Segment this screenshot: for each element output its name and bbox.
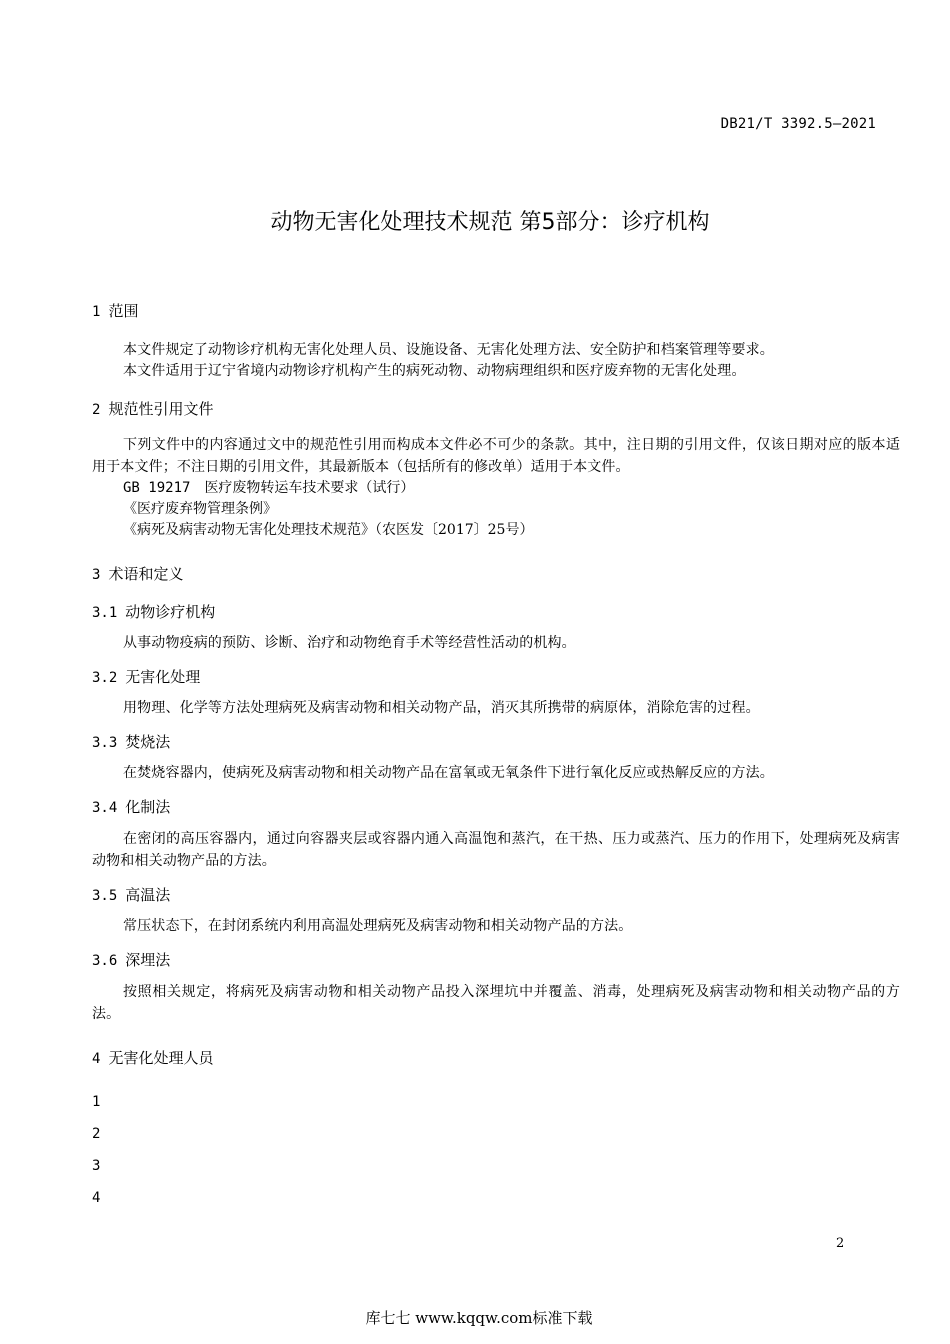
list-item-number: 1 <box>92 1094 101 1110</box>
term-number: 3.4 <box>92 800 118 816</box>
section-4-heading <box>92 1047 900 1069</box>
list-item-number: 4 <box>92 1190 101 1206</box>
standard-code: DB21/T 3392.5—2021 <box>720 116 876 132</box>
term-definition: 用物理、化学等方法处理病死及病害动物和相关动物产品，消灭其所携带的病原体，消除危害的过程。 <box>123 700 760 716</box>
section-number: 4 <box>92 1051 101 1067</box>
section-title: 无害化处理人员 <box>108 1049 214 1067</box>
term-title: 无害化处理 <box>125 668 201 686</box>
term-heading <box>92 884 900 906</box>
page-number: 2 <box>836 1236 845 1251</box>
term-number: 3.6 <box>92 953 118 969</box>
term-title: 焚烧法 <box>125 733 171 751</box>
section-2-heading <box>92 398 900 420</box>
document-body <box>92 300 900 1219</box>
term-definition: 常压状态下，在封闭系统内利用高温处理病死及病害动物和相关动物产品的方法。 <box>123 918 633 934</box>
term-number: 3.3 <box>92 735 118 751</box>
term-number: 3.1 <box>92 605 118 621</box>
term-heading <box>92 731 900 753</box>
paragraph: 本文件适用于辽宁省境内动物诊疗机构产生的病死动物、动物病理组织和医疗废弃物的无害化处理。 <box>123 363 746 379</box>
reference-item <box>92 478 900 499</box>
term-heading <box>92 666 900 688</box>
term-heading <box>92 796 900 818</box>
reference-item: 《医疗废弃物管理条例》 <box>123 501 277 517</box>
section-number: 1 <box>92 304 101 320</box>
list-item-number: 3 <box>92 1158 101 1174</box>
reference-title: 医疗废物转运车技术要求（试行） <box>204 480 415 496</box>
section-number: 3 <box>92 567 101 583</box>
term-number: 3.5 <box>92 888 118 904</box>
paragraph: 下列文件中的内容通过文中的规范性引用而构成本文件必不可少的条款。其中，注日期的引用文件，仅该日期对应的版本适用于本文件；不注日期的引用文件，其最新版本（包括所有的修改单）适用于本文件。 <box>92 437 900 475</box>
section-number: 2 <box>92 402 101 418</box>
section-title: 范围 <box>108 302 139 320</box>
term-title: 深埋法 <box>125 951 171 969</box>
term-title: 动物诊疗机构 <box>125 603 216 621</box>
footer-watermark: 库七七 www.kqqw.com标准下载 <box>365 1309 593 1327</box>
reference-item: 《病死及病害动物无害化处理技术规范》（农医发〔2017〕25号） <box>123 522 534 538</box>
term-definition: 从事动物疫病的预防、诊断、治疗和动物绝育手术等经营性活动的机构。 <box>123 635 576 651</box>
term-heading <box>92 601 900 623</box>
term-definition: 在焚烧容器内，使病死及病害动物和相关动物产品在富氧或无氧条件下进行氧化反应或热解反应的方法。 <box>123 765 774 781</box>
term-heading <box>92 949 900 971</box>
term-title: 化制法 <box>125 798 171 816</box>
section-1-heading <box>92 300 900 322</box>
section-title: 术语和定义 <box>108 565 184 583</box>
term-number: 3.2 <box>92 670 118 686</box>
paragraph: 本文件规定了动物诊疗机构无害化处理人员、设施设备、无害化处理方法、安全防护和档案管理等要求。 <box>123 342 774 358</box>
section-3-heading <box>92 563 900 585</box>
term-definition: 按照相关规定，将病死及病害动物和相关动物产品投入深埋坑中并覆盖、消毒，处理病死及病害动物和相关动物产品的方法。 <box>92 984 900 1022</box>
section-title: 规范性引用文件 <box>108 400 214 418</box>
term-definition: 在密闭的高压容器内，通过向容器夹层或容器内通入高温饱和蒸汽，在干热、压力或蒸汽、压力的作用下，处理病死及病害动物和相关动物产品的方法。 <box>92 831 900 869</box>
reference-code: GB 19217 <box>123 480 191 496</box>
document-title: 动物无害化处理技术规范 第5部分：诊疗机构 <box>270 210 710 235</box>
term-title: 高温法 <box>125 886 171 904</box>
list-item-number: 2 <box>92 1126 101 1142</box>
